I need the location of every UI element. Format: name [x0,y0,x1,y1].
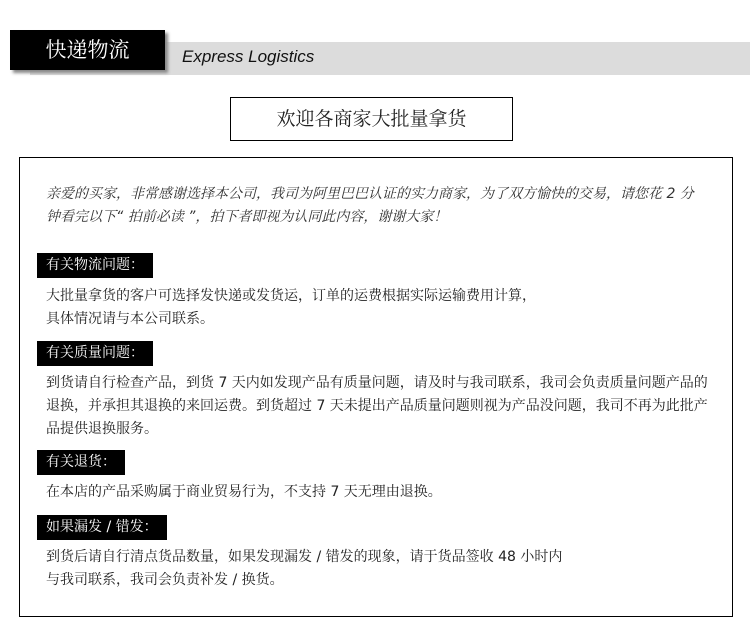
section-heading-logistics: 有关物流问题： [37,253,153,278]
header-title-cn: 快递物流 [10,30,165,70]
section-text-returns: 在本店的产品采购属于商业贸易行为，不支持 7 天无理由退换。 [46,484,442,500]
header-title-en: Express Logistics [182,47,315,66]
section-heading-returns: 有关退货： [37,450,125,475]
section-heading-missing: 如果漏发 / 错发： [37,515,167,540]
intro-text: 亲爱的买家，非常感谢选择本公司，我司为阿里巴巴认证的实力商家，为了双方愉快的交易，请您花 2 分钟看完以下“ 拍前必读 ”，拍下者即视为认同此内容，谢谢大家！ [46,186,694,225]
section-heading-quality: 有关质量问题： [37,341,153,366]
section-text-quality: 到货请自行检查产品，到货 7 天内如发现产品有质量问题，请及时与我司联系，我司会负责质量问题产品的退换，并承担其退换的来回运费。到货超过 7 天未提出产品质量问题则视为产品没问题，我司不再为此批产品提供退换服务。 [46,375,708,437]
section-text-missing: 到货后请自行清点货品数量，如果发现漏发 / 错发的现象，请于货品签收 48 小时内 与我司联系，我司会负责补发 / 换货。 [46,549,563,588]
welcome-banner: 欢迎各商家大批量拿货 [230,97,513,141]
section-text-logistics: 大批量拿货的客户可选择发快递或发货运，订单的运费根据实际运输费用计算， 具体情况请与本公司联系。 [46,288,536,327]
